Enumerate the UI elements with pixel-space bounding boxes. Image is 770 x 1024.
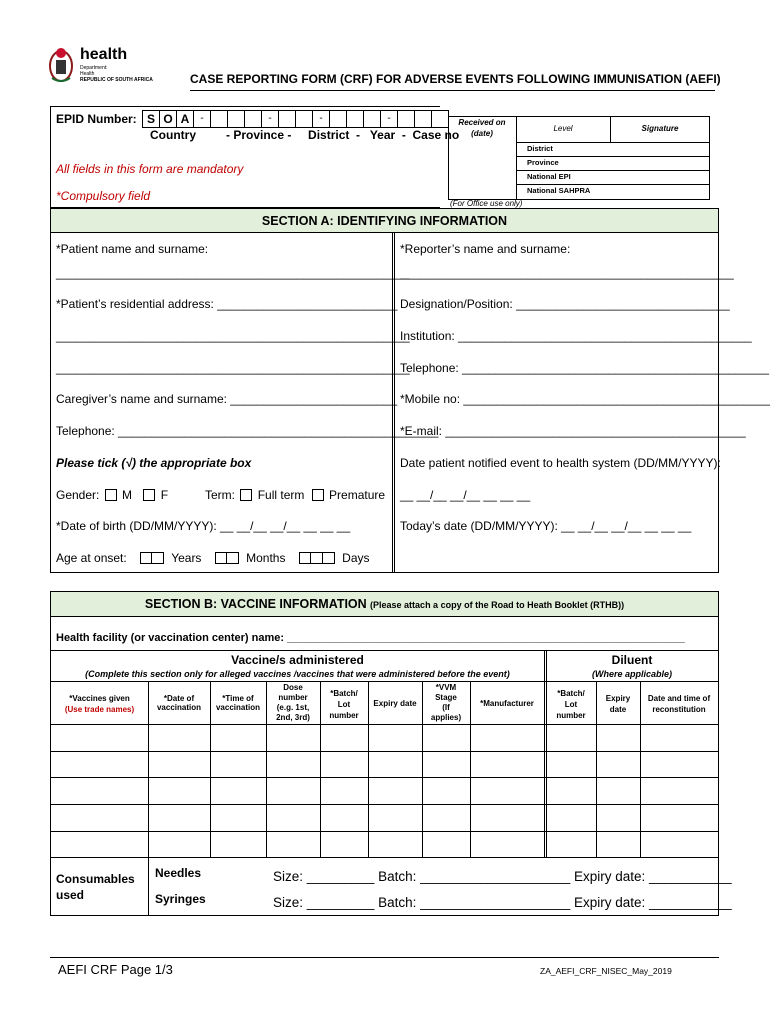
page-number: AEFI CRF Page 1/3 bbox=[58, 962, 173, 977]
col-time-vaccination: *Time of vaccination bbox=[215, 694, 260, 712]
designation-field[interactable]: Designation/Position: ________________________________ bbox=[400, 297, 730, 311]
epid-cell[interactable] bbox=[364, 110, 381, 128]
col-vvm-line: Stage bbox=[435, 693, 457, 702]
age-days-box[interactable] bbox=[323, 552, 335, 564]
epid-cell[interactable] bbox=[211, 110, 228, 128]
epid-cell[interactable] bbox=[245, 110, 262, 128]
address-line-3[interactable]: _____________________________________________________ bbox=[56, 361, 410, 375]
date-notified-field[interactable]: __ __/__ __/__ __ __ __ bbox=[400, 488, 531, 502]
coat-of-arms-icon bbox=[46, 44, 76, 86]
col-date-vaccination: *Date of vaccination bbox=[156, 694, 201, 712]
needles-size-field[interactable]: Size: _________ Batch: ____________________ Expiry date: ___________ bbox=[273, 869, 732, 884]
telephone-reporter-field[interactable]: Telephone: ______________________________________________ bbox=[400, 361, 770, 375]
col-diluent-batch-line: Lot bbox=[564, 700, 578, 709]
premature-label: Premature bbox=[329, 488, 386, 502]
logo-sub-dept: Department: bbox=[80, 65, 108, 71]
vaccines-admin-title: Vaccine/s administered bbox=[231, 653, 364, 667]
level-header: Level bbox=[553, 124, 573, 133]
logo-sub-health: Health bbox=[80, 71, 95, 77]
col-diluent-expiry-line: Expiry bbox=[605, 694, 631, 703]
facility-field[interactable]: Health facility (or vaccination center) name: _________________________________________________________________ bbox=[56, 632, 685, 644]
epid-cell[interactable]: S bbox=[142, 110, 160, 128]
col-batch-line: *Batch/ bbox=[330, 689, 358, 698]
epid-cell[interactable] bbox=[279, 110, 296, 128]
col-vvm bbox=[422, 683, 470, 723]
vaccines-admin-note: (Complete this section only for alleged vaccines /vaccines that were administered before the event) bbox=[85, 669, 510, 679]
mandatory-note: All fields in this form are mandatory bbox=[56, 162, 244, 176]
date-notified-label: Date patient notified event to health system (DD/MM/YYYY): bbox=[400, 456, 721, 470]
patient-address-field[interactable]: *Patient’s residential address: ___________________________ bbox=[56, 297, 398, 311]
gender-female-checkbox[interactable] bbox=[143, 489, 155, 501]
dob-field[interactable]: *Date of birth (DD/MM/YYYY): __ __/__ __/__ __ __ __ bbox=[56, 519, 351, 533]
col-batch-line: number bbox=[329, 711, 359, 720]
office-use-note: (For Office use only) bbox=[450, 199, 523, 208]
reporter-name-line[interactable]: __________________________________________________ bbox=[400, 266, 734, 280]
compulsory-note: *Compulsory field bbox=[56, 189, 151, 203]
mobile-field[interactable]: *Mobile no: ______________________________________________ bbox=[400, 392, 770, 406]
epid-cell[interactable] bbox=[330, 110, 347, 128]
epid-cell[interactable] bbox=[398, 110, 415, 128]
col-reconstitution-line: Date and time of bbox=[647, 694, 711, 703]
gender-male-checkbox[interactable] bbox=[105, 489, 117, 501]
today-date-field[interactable]: Today’s date (DD/MM/YYYY): __ __/__ __/__ __ __ __ bbox=[400, 519, 692, 533]
years-label: Years bbox=[171, 551, 202, 565]
consumables-line: Consumables bbox=[56, 872, 135, 886]
col-dose-line: 2nd, 3rd) bbox=[276, 713, 310, 722]
level-district: District bbox=[527, 144, 553, 153]
epid-cell[interactable] bbox=[228, 110, 245, 128]
age-days-box[interactable] bbox=[299, 552, 311, 564]
col-vvm-line: *VVM bbox=[435, 683, 457, 692]
col-diluent-batch-line: *Batch/ bbox=[557, 689, 585, 698]
epid-cell[interactable]: O bbox=[160, 110, 177, 128]
gender-female-label: F bbox=[160, 488, 169, 502]
received-date-label: (date) bbox=[471, 129, 493, 138]
level-national-epi: National EPI bbox=[527, 172, 571, 181]
age-months-box[interactable] bbox=[227, 552, 239, 564]
section-b-title-row bbox=[51, 597, 718, 611]
months-label: Months bbox=[246, 551, 286, 565]
epid-cell[interactable] bbox=[296, 110, 313, 128]
col-diluent-expiry-line: date bbox=[609, 705, 627, 714]
age-years-box[interactable] bbox=[140, 552, 152, 564]
col-diluent-expiry bbox=[596, 693, 640, 715]
epid-cell[interactable]: - bbox=[194, 110, 211, 128]
diluent-note: (Where applicable) bbox=[591, 669, 672, 679]
level-province: Province bbox=[527, 158, 559, 167]
epid-cell[interactable] bbox=[347, 110, 364, 128]
term-row bbox=[205, 488, 385, 502]
gender-male-label: M bbox=[122, 488, 133, 502]
patient-name-line[interactable]: _____________________________________________________ bbox=[56, 266, 410, 280]
col-dose-line: number bbox=[278, 693, 308, 702]
age-label: Age at onset: bbox=[56, 551, 127, 565]
col-diluent-batch bbox=[546, 688, 596, 721]
col-expiry: Expiry date bbox=[373, 699, 417, 708]
diluent-title: Diluent bbox=[611, 653, 653, 667]
gender-label: Gender: bbox=[56, 488, 100, 502]
age-row bbox=[56, 551, 370, 565]
tick-instruction: Please tick (√) the appropriate box bbox=[56, 456, 252, 470]
institution-field[interactable]: Institution: ____________________________________________ bbox=[400, 329, 752, 343]
col-dose-line: Dose bbox=[283, 683, 303, 692]
logo bbox=[46, 44, 156, 88]
col-batch bbox=[320, 688, 368, 721]
epid-cell[interactable] bbox=[415, 110, 432, 128]
col-trade-names: (Use trade names) bbox=[64, 705, 135, 714]
logo-word: health bbox=[80, 46, 128, 63]
received-on-label: Received on bbox=[458, 118, 506, 127]
signature-header: Signature bbox=[641, 124, 679, 133]
level-national-sahpra: National SAHPRA bbox=[527, 186, 591, 195]
form-title: CASE REPORTING FORM (CRF) FOR ADVERSE EVENTS FOLLOWING IMMUNISATION (AEFI) bbox=[190, 72, 721, 86]
telephone-patient-field[interactable]: Telephone: ________________________________________________ bbox=[56, 424, 439, 438]
col-diluent-batch-line: number bbox=[556, 711, 586, 720]
epid-cell[interactable]: A bbox=[177, 110, 194, 128]
col-reconstitution bbox=[640, 693, 718, 715]
age-months-box[interactable] bbox=[215, 552, 227, 564]
col-vaccines-given: *Vaccines given bbox=[69, 694, 130, 703]
epid-label: EPID Number: bbox=[56, 112, 137, 126]
full-term-label: Full term bbox=[257, 488, 305, 502]
reporter-name-label: *Reporter’s name and surname: bbox=[400, 242, 571, 256]
consumables-line: used bbox=[56, 888, 85, 902]
syringes-size-field[interactable]: Size: _________ Batch: ____________________ Expiry date: ___________ bbox=[273, 895, 732, 910]
col-dose bbox=[266, 683, 320, 723]
form-code: ZA_AEFI_CRF_NISEC_May_2019 bbox=[540, 966, 672, 976]
email-field[interactable]: *E-mail: _____________________________________________ bbox=[400, 424, 746, 438]
col-batch-line: Lot bbox=[337, 700, 351, 709]
epid-cells[interactable] bbox=[142, 110, 449, 128]
epid-cell[interactable]: - bbox=[313, 110, 330, 128]
col-reconstitution-line: reconstitution bbox=[652, 705, 706, 714]
col-vvm-line: (If bbox=[442, 703, 450, 712]
section-b-note: (Please attach a copy of the Road to Heath Booklet (RTHB)) bbox=[370, 600, 625, 610]
full-term-checkbox[interactable] bbox=[240, 489, 252, 501]
epid-cell[interactable] bbox=[432, 110, 449, 128]
col-manufacturer: *Manufacturer bbox=[480, 699, 534, 708]
epid-cell[interactable]: - bbox=[262, 110, 279, 128]
consumables-label bbox=[56, 871, 135, 903]
days-label: Days bbox=[342, 551, 370, 565]
section-b-title: SECTION B: VACCINE INFORMATION bbox=[144, 597, 367, 611]
epid-cell[interactable]: - bbox=[381, 110, 398, 128]
premature-checkbox[interactable] bbox=[312, 489, 324, 501]
col-vvm-line: applies) bbox=[430, 713, 462, 722]
epid-parts: Country - Province - District - Year - Case no bbox=[150, 128, 460, 142]
gender-row bbox=[56, 488, 168, 502]
syringes-label: Syringes bbox=[155, 892, 206, 906]
address-line-2[interactable]: _____________________________________________________ bbox=[56, 329, 410, 343]
logo-sub-country: REPUBLIC OF SOUTH AFRICA bbox=[80, 77, 153, 83]
section-a-title: SECTION A: IDENTIFYING INFORMATION bbox=[261, 214, 508, 228]
age-years-box[interactable] bbox=[152, 552, 164, 564]
needles-label: Needles bbox=[155, 866, 202, 880]
caregiver-field[interactable]: Caregiver’s name and surname: _________________________ bbox=[56, 392, 398, 406]
col-dose-line: (e.g. 1st, bbox=[276, 703, 310, 712]
term-label: Term: bbox=[205, 488, 235, 502]
age-days-box[interactable] bbox=[311, 552, 323, 564]
patient-name-label: *Patient name and surname: bbox=[56, 242, 209, 256]
